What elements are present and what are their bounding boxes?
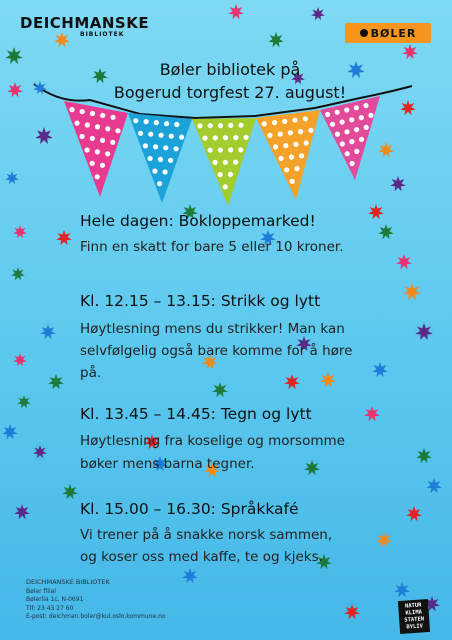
section-title-tegn-og-lytt: Kl. 13.45 – 14.45: Tegn og lytt — [80, 405, 312, 423]
deichmanske-logo-sub: BIBLIOTEK — [80, 31, 125, 38]
star-icon — [364, 406, 380, 421]
boler-branch-badge — [345, 23, 431, 43]
corner-logo-line: NATUR — [404, 602, 422, 610]
circle-icon — [360, 29, 368, 37]
star-icon — [400, 100, 416, 115]
section-text: og koser oss med kaffe, te og kjeks. — [80, 549, 323, 565]
section-text: Høytlesning fra koselige og morsomme — [80, 433, 345, 449]
star-icon — [33, 445, 47, 458]
section-text: bøker mens barna tegner. — [80, 456, 255, 472]
section-text: Høytlesning mens du strikker! Man kan — [80, 321, 345, 337]
section-text: selvfølgelig også bare komme for å høre — [80, 343, 353, 359]
star-icon — [426, 478, 442, 493]
corner-logo-line: KLIMA — [405, 609, 423, 617]
star-icon — [11, 267, 25, 280]
star-icon — [228, 4, 244, 19]
star-icon — [390, 176, 406, 191]
section-text: Vi trener på å snakke norsk sammen, — [80, 527, 333, 543]
section-text: Finn en skatt for bare 5 eller 10 kroner. — [80, 239, 344, 255]
star-icon — [33, 81, 47, 94]
star-icon — [17, 395, 31, 408]
deichmanske-logo: DEICHMANSKE — [20, 14, 150, 32]
star-icon — [416, 448, 432, 463]
star-icon — [406, 506, 422, 521]
branch-badge-label: BØLER — [370, 26, 417, 40]
corner-logo-line: STATEN — [404, 616, 425, 624]
footer-title: DEICHMANSKE BIBLIOTEK — [26, 578, 110, 586]
star-icon — [13, 353, 27, 366]
star-icon — [376, 532, 392, 547]
footer-line: Tlf: 23 43 27 60 — [26, 604, 74, 612]
star-icon — [344, 604, 360, 619]
section-title-sprakkafe: Kl. 15.00 – 16.30: Språkkafé — [80, 500, 299, 518]
section-text: på. — [80, 365, 102, 381]
star-icon — [402, 44, 418, 59]
star-icon — [320, 372, 336, 387]
headline-line-2: Bogerud torgfest 27. august! — [113, 83, 347, 102]
star-icon — [212, 382, 228, 397]
star-icon — [403, 283, 421, 300]
star-icon — [7, 82, 23, 97]
star-icon — [304, 460, 320, 475]
star-icon — [268, 32, 284, 47]
star-icon — [182, 568, 198, 583]
star-icon — [5, 171, 19, 184]
footer-contact — [26, 578, 166, 622]
star-icon — [394, 582, 410, 597]
star-icon — [284, 374, 300, 389]
star-icon — [378, 224, 394, 239]
star-icon — [378, 142, 394, 157]
section-title-strikk-og-lytt: Kl. 12.15 – 13.15: Strikk og lytt — [80, 292, 321, 310]
corner-logo-line: BYLIV — [406, 623, 424, 631]
star-icon — [372, 362, 388, 377]
headline-line-1: Bøler bibliotek på — [159, 60, 301, 79]
natur-klima-staten-byliv-logo — [398, 599, 430, 634]
star-icon — [35, 127, 53, 144]
star-icon — [311, 7, 325, 20]
footer-line: E-post: deichman.boler@kul.oslo.kommune.no — [26, 613, 166, 621]
star-icon — [40, 324, 56, 339]
section-title-bokloppemarked: Hele dagen: Bokloppemarked! — [80, 212, 316, 230]
star-icon — [396, 254, 412, 269]
star-icon — [56, 230, 72, 245]
star-icon — [2, 424, 18, 439]
star-icon — [5, 47, 23, 64]
star-icon — [415, 323, 433, 340]
star-icon — [14, 504, 30, 519]
star-icon — [54, 32, 70, 47]
star-icon — [62, 484, 78, 499]
star-icon — [13, 225, 27, 238]
footer-line: Bøler filial — [26, 587, 56, 595]
footer-line: Bølerlia 1c, N-0691 — [26, 596, 84, 604]
star-icon — [368, 204, 384, 219]
star-icon — [48, 374, 64, 389]
